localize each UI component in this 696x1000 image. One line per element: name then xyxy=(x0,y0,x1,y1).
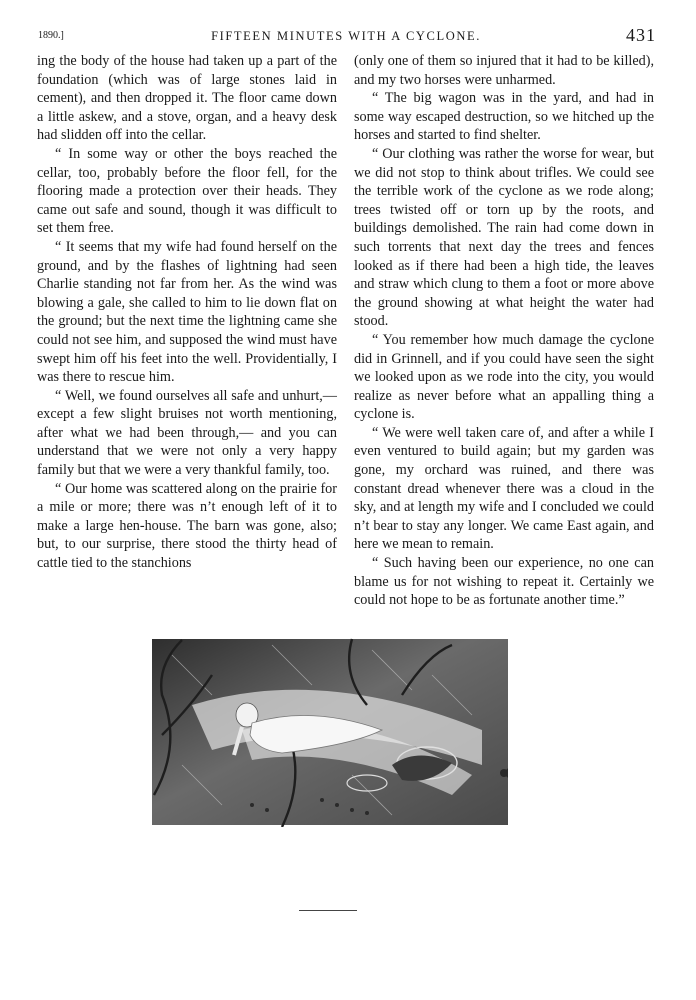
paragraph: (only one of them so injured that it had to be killed), and my two horses were unharmed. xyxy=(354,53,654,88)
paragraph: “ Our clothing was rather the worse for wear, but we did not stop to think about trifles. We could see the terrible work of the cyclone as we rode along; trees twisted off or torn up by the roots, and buildings demolished. The rain had come down in such torrents that next day the trees and fences looked as if there had been a high tide, the leaves and straw which clung to them a foot or more above the ground showing at what height the water had stood. xyxy=(354,145,654,330)
paragraph: “ Our home was scattered along on the prairie for a mile or more; there was n’t enough left of it to make a large hen-house. The barn was gone, also; but, to our surprise, there stood the thirty head of cattle tied to the stanchions xyxy=(37,480,337,572)
cyclone-illustration xyxy=(152,635,508,827)
header-year: 1890.] xyxy=(38,30,64,41)
paragraph: “ The big wagon was in the yard, and had in some way escaped destruction, so we hitched up the horses and started to find shelter. xyxy=(354,90,654,144)
left-column xyxy=(37,52,337,573)
paragraph: “ It seems that my wife had found herself on the ground, and by the flashes of lightning had seen Charlie standing not far from her. As the wind was blowing a gale, she called to him to lie down flat on the ground; but the next time the lightning came she could not see him, and supposed the wind must have swept him off his feet into the well. Providentially, I was there to rescue him. xyxy=(37,238,337,386)
paragraph: “ You remember how much damage the cyclone did in Grinnell, and if you could have seen the sight we looked upon as we rode into the city, you would realize as never before what an appalling thing a cyclone is. xyxy=(354,331,654,423)
section-divider xyxy=(299,910,357,911)
paragraph: “ Well, we found ourselves all safe and unhurt,— except a few slight bruises not worth mentioning, after what we had been through,— and you can understand that we were not only a very happy family but that we were a very thankful family, too. xyxy=(37,387,337,479)
paragraph: “ In some way or other the boys reached the cellar, too, probably before the floor fell, for the flooring made a protection over their heads. They came out safe and sound, though it was difficult to set them free. xyxy=(37,145,337,237)
paragraph: “ Such having been our experience, no one can blame us for not wishing to repeat it. Certainly we could not hope to be as fortunate another time.” xyxy=(354,555,654,609)
paragraph: ing the body of the house had taken up a part of the foundation (which was of large stones laid in cement), and then dropped it. The floor came down a little askew, and a stove, organ, and a heavy desk had slidden off into the cellar. xyxy=(37,53,337,144)
running-header xyxy=(36,25,656,48)
header-title: FIFTEEN MINUTES WITH A CYCLONE. xyxy=(211,29,481,43)
page-number: 431 xyxy=(626,25,656,45)
right-column xyxy=(354,52,654,610)
paragraph: “ We were well taken care of, and after a while I even ventured to build again; but my garden was gone, my orchard was ruined, and there was constant dread whenever there was a cloud in the sky, and at length my wife and I concluded we could n’t bear to stay any longer. We came East again, and here we mean to remain. xyxy=(354,424,654,553)
